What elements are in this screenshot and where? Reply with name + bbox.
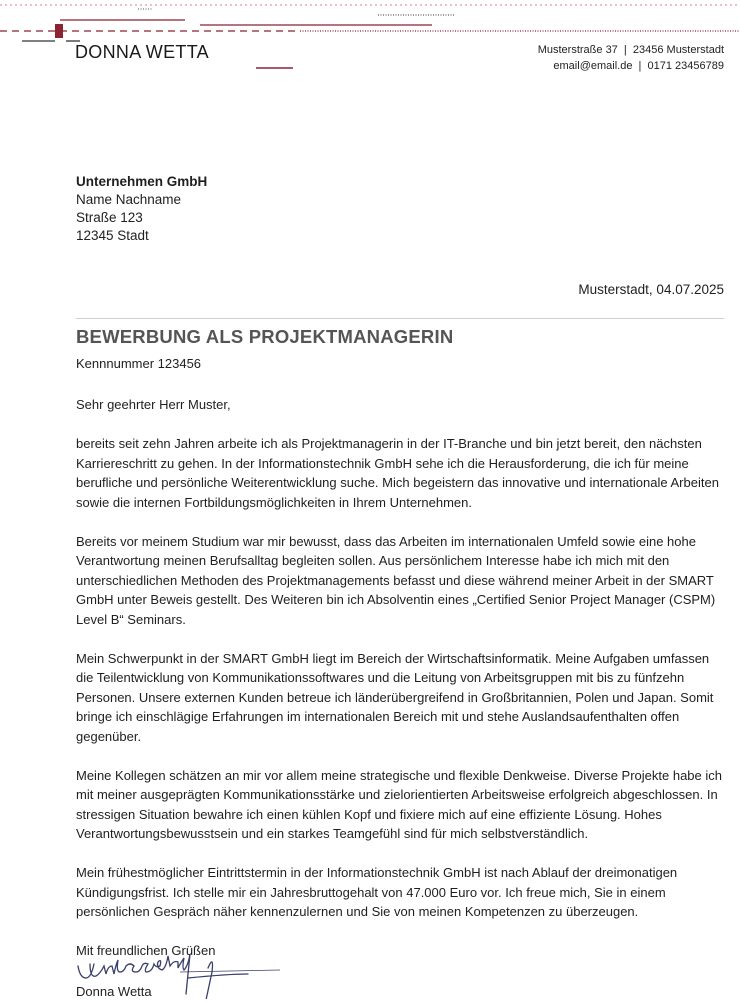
letter-subject: BEWERBUNG ALS PROJEKTMANAGERIN [76, 326, 454, 347]
reference-number: Kennnummer 123456 [76, 356, 202, 371]
recipient-city: 12345 Stadt [76, 228, 149, 243]
paragraph: bereits seit zehn Jahren arbeite ich als Projektmanagerin in der IT-Branche und bin jetzt bereit, den nächsten Karriereschritt zu gehen. In der Informationstechnik GmbH sehe ich die Herausforderung, die ich für meine berufliche und persönliche Weiterentwicklung suche. Mich begeistern das innovative und internationale Arbeiten sowie die internen Fortbildungsmöglichkeiten in Ihrem Unternehmen. [76, 436, 719, 510]
sender-address: Musterstraße 37 | 23456 Musterstadt [537, 44, 724, 56]
recipient-address [76, 173, 207, 245]
sender-contact [538, 42, 724, 74]
paragraph: Meine Kollegen schätzen an mir vor allem meine strategische und flexible Denkweise. Diverse Projekte habe ich mit meiner ausgeprägten Kommunikationsstärke und zielorientierten Arbeitsweise erfolgreich abgeschlossen. In stressigen Situation bewahre ich einen kühlen Kopf und fixiere mich auf eine effiziente Lösung. Hohes Verantwortungsbewusstsein und ein starkes Teamgefühl sind für mich selbstverständlich. [76, 767, 722, 841]
paragraph: Bereits vor meinem Studium war mir bewusst, dass das Arbeiten im internationalen Umfeld sowie eine hohe Verantwortung meinen Berufsalltag begleiten sollen. Aus persönlichem Interesse habe ich mich mit den unterschiedlichen Methoden des Projektmanagements befasst und diese während meiner Arbeit in der SMART GmbH unter Beweis gestellt. Des Weiteren bin ich Absolventin eines „Certified Senior Project Manager (CSPM) Level B“ Seminars. [76, 533, 716, 627]
salutation: Sehr geehrter Herr Muster, [76, 397, 231, 412]
closing: Mit freundlichen Grüßen [76, 943, 216, 958]
signer-name: Donna Wetta [76, 984, 152, 999]
recipient-street: Straße 123 [76, 210, 143, 225]
divider [76, 318, 724, 319]
recipient-person: Name Nachname [76, 192, 182, 207]
recipient-company: Unternehmen GmbH [76, 174, 208, 189]
sender-contact-line: email@email.de | 0171 23456789 [553, 60, 724, 72]
letter-body [76, 395, 726, 980]
sender-name: DONNA WETTA [75, 42, 209, 62]
letter-date: Musterstadt, 04.07.2025 [578, 282, 724, 297]
paragraph: Mein frühestmöglicher Eintrittstermin in der Informationstechnik GmbH ist nach Ablauf der dreimonatigen Kündigungsfrist. Ich stelle mir ein Jahresbruttogehalt von 47.000 Euro vor. Ich freue mich, Sie in einem persönlichen Gespräch näher kennenzulernen und Sie von meinen Kompetenzen zu überzeugen. [76, 865, 678, 919]
paragraph: Mein Schwerpunkt in der SMART GmbH liegt im Bereich der Wirtschaftsinformatik. Meine Aufgaben umfassen die Teilentwicklung von Kommunikationssoftwares und die Leitung von Arbeitsgruppen mit bis zu fünfzehn Personen. Unsere externen Kunden betreue ich länderübergreifend in Großbritannien, Polen und Japan. Somit bringe ich einschlägige Erfahrungen im internationalen Bereich mit und stehe Auslandsaufenthalten offen gegenüber. [76, 650, 714, 744]
